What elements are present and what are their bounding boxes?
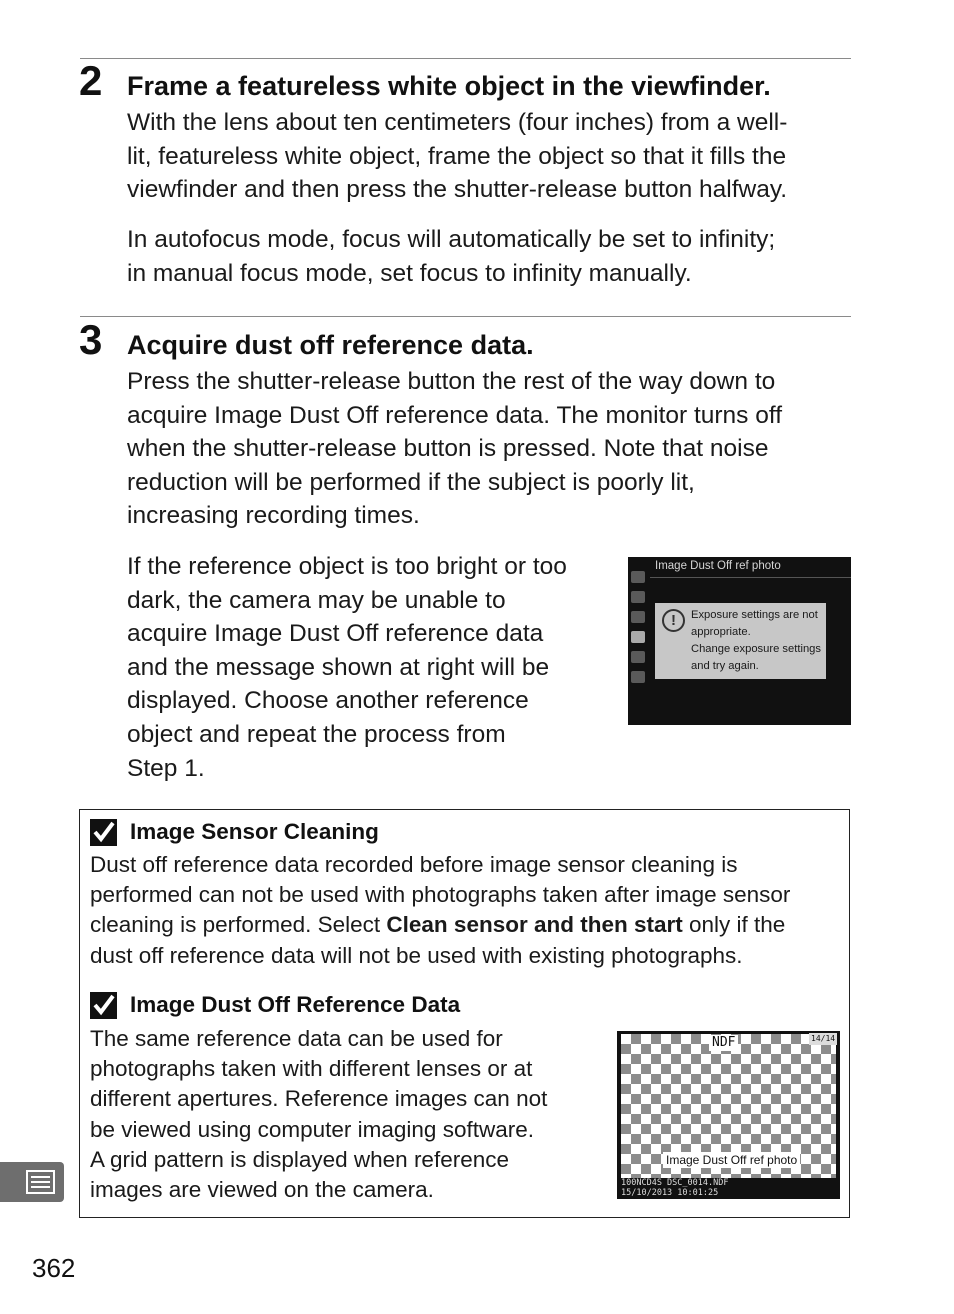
text-line: The same reference data can be used for [90,1026,503,1051]
camera-warning-message [655,603,826,679]
text-line: Press the shutter-release button the rest of the way down to [127,368,776,395]
note-text [90,1024,547,1205]
step-title: Frame a featureless white object in the viewfinder. [127,71,771,101]
text-run: cleaning is performed. Select [90,912,387,938]
ndf-caption: Image Dust Off ref photo [663,1152,800,1168]
text-line: Exposure settings are not [691,609,818,621]
menu-option-name: Clean sensor and then start [386,912,683,938]
check-icon [90,819,117,846]
text-line: appropriate. [691,626,751,638]
text-line: dust off reference data will not be used with existing photographs. [90,942,743,968]
text-line: and the message shown at right will be [127,653,550,681]
text-line: acquire Image Dust Off reference data [127,620,544,648]
playback-menu-icon [631,571,645,583]
text-line: Dust off reference data recorded before image sensor cleaning is [90,852,738,877]
retouch-menu-icon [631,651,645,663]
ndf-label: NDF [709,1035,738,1051]
text-line: If the reference object is too bright or too [127,553,567,580]
text-line: when the shutter-release button is pressed. Note that noise [127,435,769,463]
text-line: In autofocus mode, focus will automatically be set to infinity; [127,226,776,253]
text-line: photographs taken with different lenses or at [90,1056,533,1082]
my-menu-icon [631,671,645,683]
custom-settings-icon [631,611,645,623]
note-text [90,850,790,971]
warning-text [691,607,825,675]
text-line: and try again. [691,660,759,672]
check-icon [90,992,117,1019]
note-heading [90,991,460,1019]
frame-count: 14/14 [811,1034,836,1043]
text-line: images are viewed on the camera. [90,1177,434,1203]
note-heading [90,818,379,846]
text-line: With the lens about ten centimeters (four inches) from a well- [127,109,788,136]
text-line: Step 1. [127,754,205,782]
text-line: be viewed using computer imaging software. [90,1116,534,1142]
chapter-tab [0,1162,64,1202]
camera-screen-title: Image Dust Off ref photo [655,560,781,572]
setup-menu-icon [631,631,645,643]
warning-icon: ! [662,609,685,632]
ndf-playback-screen [617,1031,840,1199]
page-number: 362 [32,1253,76,1283]
camera-menu-icons [628,567,648,725]
step-number: 2 [79,57,103,104]
text-line: reduction will be performed if the subject is poorly lit, [127,468,695,496]
text-line: different apertures. Reference images can not [90,1086,548,1112]
text-line: displayed. Choose another reference [127,687,529,715]
step-number: 3 [79,316,103,363]
camera-screen-divider [650,577,851,578]
text-line: performed can not be used with photographs taken after image sensor [90,882,791,908]
text-run: only if the [682,912,786,938]
note-title: Image Sensor Cleaning [130,819,379,844]
step-title: Acquire dust off reference data. [127,330,534,360]
text-line: viewfinder and then press the shutter-release button halfway. [127,176,788,204]
step-paragraph [127,365,782,533]
note-title: Image Dust Off Reference Data [130,992,461,1017]
shooting-menu-icon [631,591,645,603]
file-info-line: 100NCD4S DSC_0014.NDF [621,1178,729,1188]
text-line: increasing recording times. [127,502,420,530]
text-line: object and repeat the process from [127,720,506,748]
text-line: in manual focus mode, set focus to infinity manually. [127,259,692,287]
step-paragraph [127,106,787,207]
text-line [90,910,790,940]
step-paragraph [127,223,775,290]
text-line: Change exposure settings [691,643,821,655]
menu-list-icon [0,1162,64,1202]
text-line: A grid pattern is displayed when reference [90,1146,509,1172]
top-rule [80,58,851,59]
camera-error-screen [628,557,851,725]
text-line: dark, the camera may be unable to [127,586,506,614]
text-line: acquire Image Dust Off reference data. The monitor turns off [127,401,783,429]
step-paragraph [127,550,567,785]
file-info [621,1178,836,1198]
text-line: lit, featureless white object, frame the object so that it fills the [127,142,787,170]
file-info-line: 15/10/2013 10:01:25 [621,1188,719,1198]
section-rule [80,316,851,317]
